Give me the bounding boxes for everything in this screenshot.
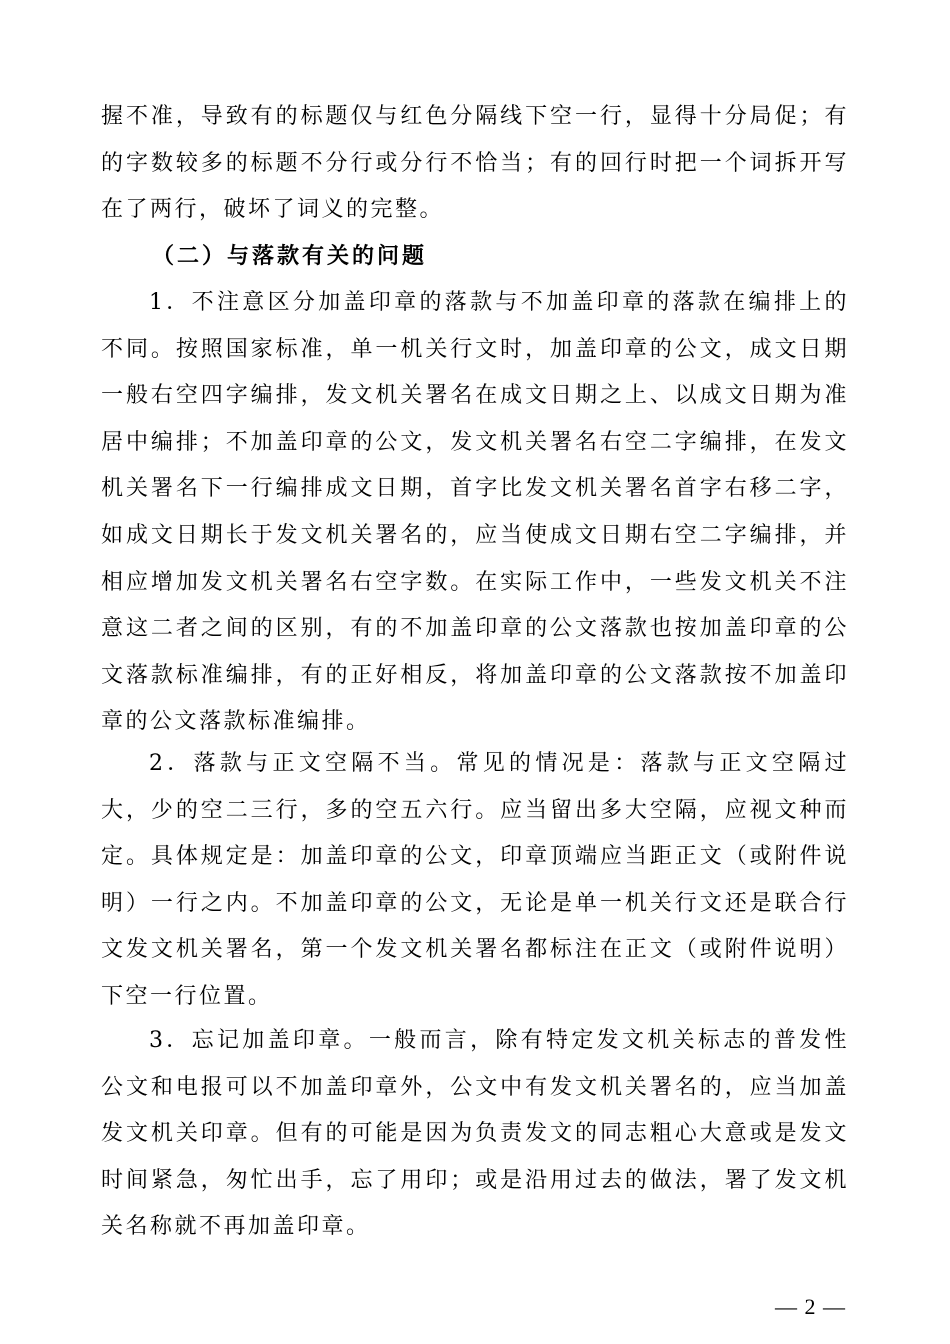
page-number: — 2 — <box>775 1294 846 1319</box>
item-3 <box>101 1018 849 1251</box>
item-3-text: 3．忘记加盖印章。一般而言，除有特定发文机关标志的普发性公文和电报可以不加盖印章外，公文中有发文机关署名的，应当加盖发文机关印章。但有的可能是因为负责发文的同志粗心大意或是发文时间紧急，匆忙出手，忘了用印；或是沿用过去的做法，署了发文机关名称就不再加盖印章。 <box>101 1028 849 1240</box>
item-1 <box>101 280 849 746</box>
item-1-text: 1．不注意区分加盖印章的落款与不加盖印章的落款在编排上的不同。按照国家标准，单一机关行文时，加盖印章的公文，成文日期一般右空四字编排，发文机关署名在成文日期之上、以成文日期为准居中编排；不加盖印章的公文，发文机关署名右空二字编排，在发文机关署名下一行编排成文日期，首字比发文机关署名首字右移二字，如成文日期长于发文机关署名的，应当使成文日期右空二字编排，并相应增加发文机关署名右空字数。在实际工作中，一些发文机关不注意这二者之间的区别，有的不加盖印章的公文落款也按加盖印章的公文落款标准编排，有的正好相反，将加盖印章的公文落款按不加盖印章的公文落款标准编排。 <box>101 290 849 735</box>
item-2-text: 2．落款与正文空隔不当。常见的情况是：落款与正文空隔过大，少的空二三行，多的空五六行。应当留出多大空隔，应视文种而定。具体规定是：加盖印章的公文，印章顶端应当距正文（或附件说明）一行之内。不加盖印章的公文，无论是单一机关行文还是联合行文发文机关署名，第一个发文机关署名都标注在正文（或附件说明）下空一行位置。 <box>101 751 849 1009</box>
paragraph-continued <box>101 94 849 234</box>
paragraph-text: 握不准，导致有的标题仅与红色分隔线下空一行，显得十分局促；有的字数较多的标题不分行或分行不恰当；有的回行时把一个词拆开写在了两行，破坏了词义的完整。 <box>101 104 849 223</box>
section-heading: （二）与落款有关的问题 <box>152 244 428 269</box>
item-2 <box>101 741 849 1021</box>
